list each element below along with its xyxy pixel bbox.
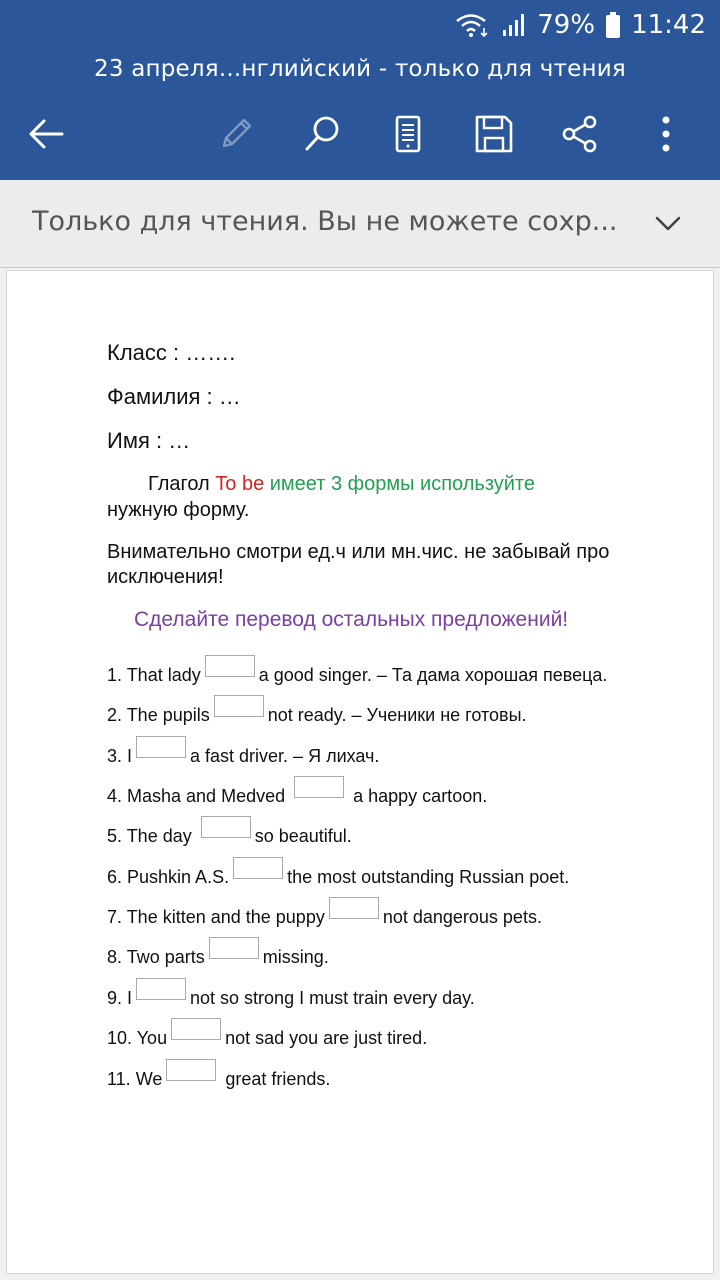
name-line: Имя : … <box>107 428 191 453</box>
app-bar <box>0 0 720 180</box>
mobile-view-icon <box>388 114 428 154</box>
answer-blank[interactable] <box>171 1018 221 1040</box>
exercise-item: 11. We great friends. <box>107 1059 330 1090</box>
edit-button[interactable] <box>210 108 262 160</box>
document-title: 23 апреля...нглийский - только для чтения <box>94 56 626 82</box>
answer-blank[interactable] <box>136 978 186 1000</box>
arrow-left-icon <box>26 114 66 154</box>
save-icon <box>474 114 514 154</box>
exercise-item: 6. Pushkin A.S. the most outstanding Russian poet. <box>107 857 569 888</box>
search-icon <box>302 114 342 154</box>
battery-percent: 79% <box>537 10 596 40</box>
exercise-item: 1. That lady a good singer. – Та дама хорошая певеца. <box>107 655 607 686</box>
answer-blank[interactable] <box>233 857 283 879</box>
signal-icon <box>501 12 527 38</box>
rule-rest: имеет 3 формы используйте <box>264 473 535 495</box>
answer-blank[interactable] <box>214 695 264 717</box>
answer-blank[interactable] <box>205 655 255 677</box>
exercise-item: 5. The day so beautiful. <box>107 816 352 847</box>
rule-lead: Глагол <box>148 473 216 495</box>
search-button[interactable] <box>296 108 348 160</box>
surname-line: Фамилия : … <box>107 384 241 409</box>
back-button[interactable] <box>20 108 72 160</box>
rule-line-1 <box>148 473 535 496</box>
read-only-message: Только для чтения. Вы не можете сохр... <box>32 206 618 237</box>
clock: 11:42 <box>631 10 706 40</box>
exercise-item: 3. I a fast driver. – Я лихач. <box>107 736 379 767</box>
pencil-icon <box>216 114 256 154</box>
answer-blank[interactable] <box>166 1059 216 1081</box>
share-button[interactable] <box>554 108 606 160</box>
more-options-button[interactable] <box>640 108 692 160</box>
share-icon <box>560 114 600 154</box>
note-line-1: Внимательно смотри ед.ч или мн.чис. не забывай про <box>107 541 610 563</box>
answer-blank[interactable] <box>201 816 251 838</box>
instruction-heading: Сделайте перевод остальных предложений! <box>134 608 569 631</box>
status-bar <box>455 8 706 42</box>
answer-blank[interactable] <box>209 937 259 959</box>
class-line: Класс : ……. <box>107 340 236 365</box>
rule-line-2: нужную форму. <box>107 499 250 521</box>
answer-blank[interactable] <box>294 776 344 798</box>
read-only-banner[interactable] <box>0 180 720 268</box>
note-line-2: исключения! <box>107 566 224 588</box>
more-vert-icon <box>646 114 686 154</box>
exercise-item: 10. You not sad you are just tired. <box>107 1018 427 1049</box>
exercise-item: 7. The kitten and the puppy not dangerous pets. <box>107 897 542 928</box>
save-button[interactable] <box>468 108 520 160</box>
exercise-item: 2. The pupils not ready. – Ученики не готовы. <box>107 695 527 726</box>
answer-blank[interactable] <box>136 736 186 758</box>
rule-verb: To be <box>215 473 265 495</box>
wifi-icon <box>455 12 491 38</box>
document-page[interactable] <box>6 270 714 1274</box>
mobile-view-button[interactable] <box>382 108 434 160</box>
exercise-item: 9. I not so strong I must train every day. <box>107 978 475 1009</box>
battery-icon <box>605 12 621 38</box>
exercise-item: 4. Masha and Medved a happy cartoon. <box>107 776 487 807</box>
chevron-down-icon[interactable] <box>654 212 682 234</box>
exercise-item: 8. Two parts missing. <box>107 937 329 968</box>
answer-blank[interactable] <box>329 897 379 919</box>
